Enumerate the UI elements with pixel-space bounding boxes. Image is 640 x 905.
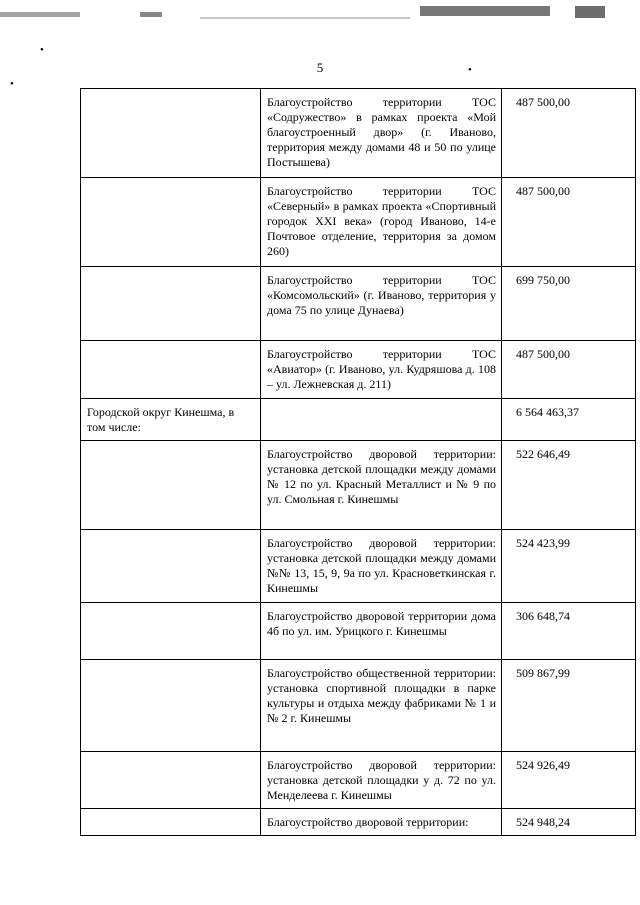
amount-cell: 487 500,00 bbox=[502, 89, 636, 178]
table-row bbox=[81, 752, 636, 809]
table-row bbox=[81, 660, 636, 752]
description-cell: Благоустройство дворовой территории дома 4б по ул. им. Урицкого г. Кинешмы bbox=[261, 603, 502, 660]
region-cell bbox=[81, 341, 261, 399]
region-cell bbox=[81, 752, 261, 809]
amount-cell: 524 926,49 bbox=[502, 752, 636, 809]
table-row bbox=[81, 441, 636, 530]
region-cell bbox=[81, 89, 261, 178]
scan-dot: • bbox=[40, 44, 44, 56]
scan-artifact bbox=[0, 12, 80, 17]
description-cell: Благоустройство территории ТОС «Комсомольский» (г. Иваново, территория у дома 75 по улице Дунаева) bbox=[261, 267, 502, 341]
table-row bbox=[81, 809, 636, 836]
amount-cell: 509 867,99 bbox=[502, 660, 636, 752]
region-cell bbox=[81, 441, 261, 530]
table-row bbox=[81, 178, 636, 267]
scan-dot: • bbox=[10, 78, 14, 90]
region-cell bbox=[81, 603, 261, 660]
amount-cell: 524 948,24 bbox=[502, 809, 636, 836]
region-cell bbox=[81, 530, 261, 603]
table-row bbox=[81, 267, 636, 341]
region-cell bbox=[81, 809, 261, 836]
description-cell: Благоустройство дворовой территории: bbox=[261, 809, 502, 836]
scan-artifact bbox=[420, 6, 550, 16]
description-cell: Благоустройство территории ТОС «Северный» в рамках проекта «Спортивный городок XXI века» (город Иваново, 14-е Почтовое отделение, территория за домом 260) bbox=[261, 178, 502, 267]
table-row bbox=[81, 341, 636, 399]
amount-cell: 487 500,00 bbox=[502, 178, 636, 267]
page-number: 5 bbox=[316, 60, 324, 75]
scan-artifact bbox=[575, 6, 605, 18]
description-cell: Благоустройство дворовой территории: установка детской площадки между домами №№ 13, 15, 9, 9а по ул. Красноветкинская г. Кинешмы bbox=[261, 530, 502, 603]
amount-cell: 522 646,49 bbox=[502, 441, 636, 530]
description-cell: Благоустройство территории ТОС «Авиатор» (г. Иваново, ул. Кудряшова д. 108 – ул. Лежневская д. 211) bbox=[261, 341, 502, 399]
description-cell: Благоустройство дворовой территории: установка детской площадки у д. 72 по ул. Менделеева г. Кинешмы bbox=[261, 752, 502, 809]
scan-dot: • bbox=[468, 64, 472, 76]
description-cell: Благоустройство дворовой территории: установка детской площадки между домами № 12 по ул. Красный Металлист и № 9 по ул. Смольная г. Кинешмы bbox=[261, 441, 502, 530]
scan-artifact bbox=[140, 12, 162, 17]
amount-cell: 487 500,00 bbox=[502, 341, 636, 399]
region-cell bbox=[81, 178, 261, 267]
region-cell bbox=[81, 267, 261, 341]
scan-artifact bbox=[200, 17, 410, 19]
amount-cell: 6 564 463,37 bbox=[502, 399, 636, 441]
table-row bbox=[81, 530, 636, 603]
amount-cell: 524 423,99 bbox=[502, 530, 636, 603]
description-cell bbox=[261, 399, 502, 441]
description-cell: Благоустройство территории ТОС «Содружество» в рамках проекта «Мой благоустроенный двор» (г. Иваново, территория между домами 48 и 50 по улице Постышева) bbox=[261, 89, 502, 178]
table-row bbox=[81, 89, 636, 178]
region-cell bbox=[81, 660, 261, 752]
allocation-table bbox=[80, 88, 636, 836]
amount-cell: 699 750,00 bbox=[502, 267, 636, 341]
amount-cell: 306 648,74 bbox=[502, 603, 636, 660]
description-cell: Благоустройство общественной территории: установка спортивной площадки в парке культуры и отдыха между фабриками № 1 и № 2 г. Кинешмы bbox=[261, 660, 502, 752]
table-row bbox=[81, 603, 636, 660]
table-row bbox=[81, 399, 636, 441]
region-cell: Городской округ Кинешма, в том числе: bbox=[81, 399, 261, 441]
